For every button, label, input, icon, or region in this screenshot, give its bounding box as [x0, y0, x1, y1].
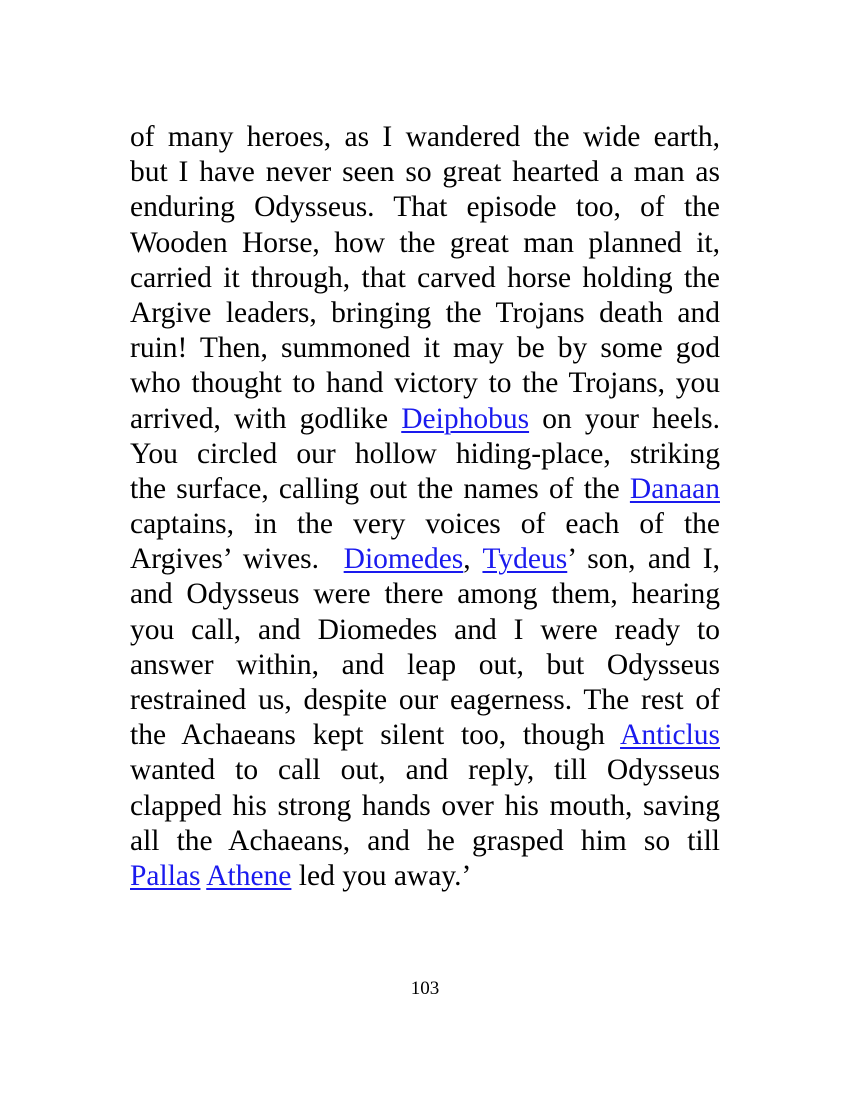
text-segment: You circled our hollow hiding-place, striking	[130, 437, 720, 470]
text-segment: of many heroes, as I wandered the wide earth,	[130, 121, 720, 153]
text-segment: Argives’ wives.	[130, 543, 344, 576]
text-segment: wanted to call out, and reply, till Odysseus	[130, 754, 720, 787]
text-segment: Wooden Horse, how the great man planned it,	[130, 226, 720, 259]
text-line	[130, 648, 720, 683]
text-segment: arrived, with godlike	[130, 402, 402, 435]
text-line	[130, 296, 720, 331]
text-segment: Argive leaders, bringing the Trojans death and	[130, 296, 720, 329]
text-segment: ’ son, and I,	[567, 543, 720, 576]
link-danaan[interactable]: Danaan	[629, 472, 720, 505]
text-line	[130, 753, 720, 788]
text-line	[130, 472, 720, 507]
text-segment: and Odysseus were there among them, hearing	[130, 578, 720, 611]
text-segment: on your heels.	[529, 402, 721, 435]
text-line	[130, 120, 720, 155]
link-deiphobus[interactable]: Deiphobus	[401, 402, 530, 435]
page-number: 103	[410, 978, 440, 999]
text-segment: ruin! Then, summoned it may be by some god	[130, 332, 720, 365]
text-segment: captains, in the very voices of each of the	[130, 508, 720, 541]
text-segment: but I have never seen so great hearted a man as	[130, 156, 720, 189]
text-line	[130, 507, 720, 542]
link-anticlus[interactable]: Anticlus	[620, 719, 720, 752]
text-segment: the Achaeans kept silent too, though	[130, 719, 621, 752]
body-paragraph	[130, 120, 720, 894]
text-segment: ,	[463, 543, 483, 576]
text-segment: the surface, calling out the names of the	[130, 472, 630, 505]
link-pallas[interactable]: Pallas	[130, 859, 201, 892]
text-segment: you call, and Diomedes and I were ready to	[130, 613, 720, 646]
link-tydeus[interactable]: Tydeus	[482, 543, 568, 576]
text-segment: who thought to hand victory to the Trojans, you	[130, 367, 720, 400]
text-segment: all the Achaeans, and he grasped him so till	[130, 824, 720, 857]
text-segment: led you away.’	[291, 859, 472, 892]
text-segment: restrained us, despite our eagerness. The rest of	[130, 684, 720, 716]
text-line	[130, 577, 720, 612]
link-diomedes[interactable]: Diomedes	[343, 543, 464, 576]
text-line	[130, 331, 720, 366]
text-line	[130, 613, 720, 648]
text-segment: answer within, and leap out, but Odysseus	[130, 648, 720, 681]
text-line	[130, 261, 720, 296]
text-segment: carried it through, that carved horse holding the	[130, 261, 720, 294]
text-line	[130, 718, 720, 753]
text-line	[130, 437, 720, 472]
text-line	[130, 683, 720, 718]
text-line	[130, 190, 720, 225]
text-line	[130, 226, 720, 261]
text-line	[130, 542, 720, 577]
text-line	[130, 824, 720, 859]
text-line	[130, 155, 720, 190]
text-segment: enduring Odysseus. That episode too, of the	[130, 191, 720, 224]
text-line	[130, 859, 720, 894]
text-line	[130, 789, 720, 824]
text-line	[130, 402, 720, 437]
text-line	[130, 366, 720, 401]
text-segment: clapped his strong hands over his mouth, saving	[130, 789, 720, 822]
link-athene[interactable]: Athene	[206, 859, 292, 892]
